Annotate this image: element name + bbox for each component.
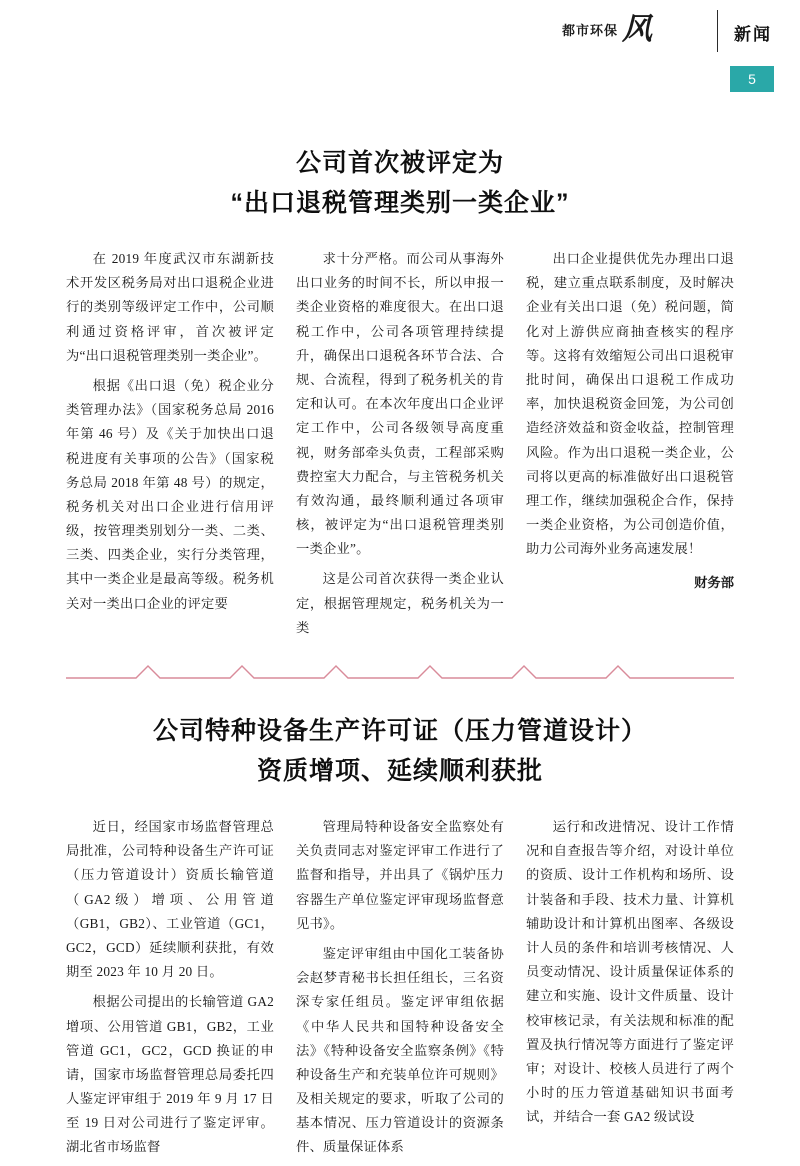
wave-divider <box>0 664 800 686</box>
article-one-column-2 <box>296 247 504 646</box>
paragraph: 近日，经国家市场监督管理总局批准，公司特种设备生产许可证（压力管道设计）资质长输管道（GA2级）增项、公用管道（GB1，GB2）、工业管道（GC1，GC2，GCD）延续顺利获批，有效期至 2023 年 10 月 20 日。 <box>66 819 274 980</box>
article-two-title <box>66 712 734 791</box>
page-number-badge: 5 <box>730 66 774 92</box>
masthead-title: 都市环保 <box>561 23 618 38</box>
article-two-title-line-2: 资质增项、延续顺利获批 <box>256 756 543 785</box>
paragraph: 求十分严格。而公司从事海外出口业务的时间不长，所以申报一类企业资格的难度很大。在出口退税工作中，公司各项管理持续提升，确保出口退税各环节合法、合规、合流程，得到了税务机关的肯定和认可。在本次年度出口企业评定工作中，公司各级领导高度重视，财务部牵头负责，工程部采购费控室大力配合，与主管税务机关有效沟通，最终顺利通过各项审核，被评定为“出口退税管理类别一类企业”。 <box>296 251 504 557</box>
page-header <box>0 0 800 87</box>
paragraph: 这是公司首次获得一类企业认定，根据管理规定，税务机关为一类 <box>296 571 504 635</box>
article-one-column-3 <box>526 247 734 646</box>
paragraph: 鉴定评审组由中国化工装备协会赵梦青秘书长担任组长，三名资深专家任组员。鉴定评审组依据《中华人民共和国特种设备安全法》《特种设备安全监察条例》《特种设备生产和充装单位许可规则》及相关规定的要求，听取了公司的基本情况、压力管道设计的资源条件、质量保证体系 <box>296 945 504 1155</box>
masthead-logo-icon: 风 <box>622 13 652 46</box>
article-one-title <box>66 144 734 223</box>
article-two-column-2 <box>296 815 504 1166</box>
article-one-column-1 <box>66 247 274 646</box>
masthead <box>561 13 652 46</box>
paragraph: 在 2019 年度武汉市东湖新技术开发区税务局对出口退税企业进行的类别等级评定工作中，公司顺利通过资格评审，首次被评定为“出口退税管理类别一类企业”。 <box>66 251 274 363</box>
article-two-title-line-1: 公司特种设备生产许可证（压力管道设计） <box>152 717 647 745</box>
header-divider <box>717 10 718 52</box>
article-two-columns <box>66 815 734 1166</box>
article-two-column-3 <box>526 815 734 1166</box>
paragraph: 出口企业提供优先办理出口退税，建立重点联系制度，及时解决企业有关出口退（免）税问题，简化对上游供应商抽查核实的程序等。这将有效缩短公司出口退税审批时间，确保出口退税工作成功率，加快退税资金回笼，为公司创造经济效益和资金收益，控制管理风险。作为出口退税一类企业，公司将以更高的标准做好出口退税管理工作，继续加强税企合作，保持一类企业资格，为公司创造价值，助力公司海外业务高速发展！ <box>526 251 734 557</box>
paragraph: 根据公司提出的长输管道 GA2 增项、公用管道 GB1，GB2，工业管道 GC1，GC2，GCD 换证的申请，国家市场监督管理总局委托四人鉴定评审组于 2019 年 9 月 17 日至 19 日对公司进行了鉴定评审。湖北省市场监督 <box>66 994 274 1155</box>
paragraph: 管理局特种设备安全监察处有关负责同志对鉴定评审工作进行了监督和指导，并出具了《锅炉压力容器生产单位鉴定评审现场监督意见书》。 <box>296 819 504 931</box>
article-one-title-line-1: 公司首次被评定为 <box>295 149 504 177</box>
article-one-title-line-2: “出口退税管理类别一类企业” <box>230 188 570 217</box>
article-one-signature: 财务部 <box>694 575 734 591</box>
article-two <box>0 712 800 1166</box>
article-two-column-1 <box>66 815 274 1166</box>
paragraph: 根据《出口退（免）税企业分类管理办法》（国家税务总局 2016 年第 46 号）及《关于加快出口退税进度有关事项的公告》（国家税务总局 2018 年第 48 号）的规定，税务机关对出口企业进行信用评级，按管理类别划分一类、二类、三类、四类企业，实行分类管理，其中一类企业是最高等级。税务机关对一类出口企业的评定要 <box>66 377 274 611</box>
section-label: 新闻 <box>734 25 772 44</box>
article-one-columns <box>66 247 734 646</box>
article-one <box>0 144 800 646</box>
paragraph: 运行和改进情况、设计工作情况和自查报告等介绍，对设计单位的资质、设计工作机构和场所、设计装备和手段、技术力量、计算机辅助设计和计算机出图率、各级设计人员的条件和培训考核情况、人员变动情况、设计质量保证体系的建立和实施、设计文件质量、设计校审核记录，有关法规和标准的配置及执行情况等方面进行了鉴定评审；对设计、校核人员进行了两个小时的压力管道基础知识书面考试，并结合一套 GA2 级试设 <box>526 819 734 1125</box>
